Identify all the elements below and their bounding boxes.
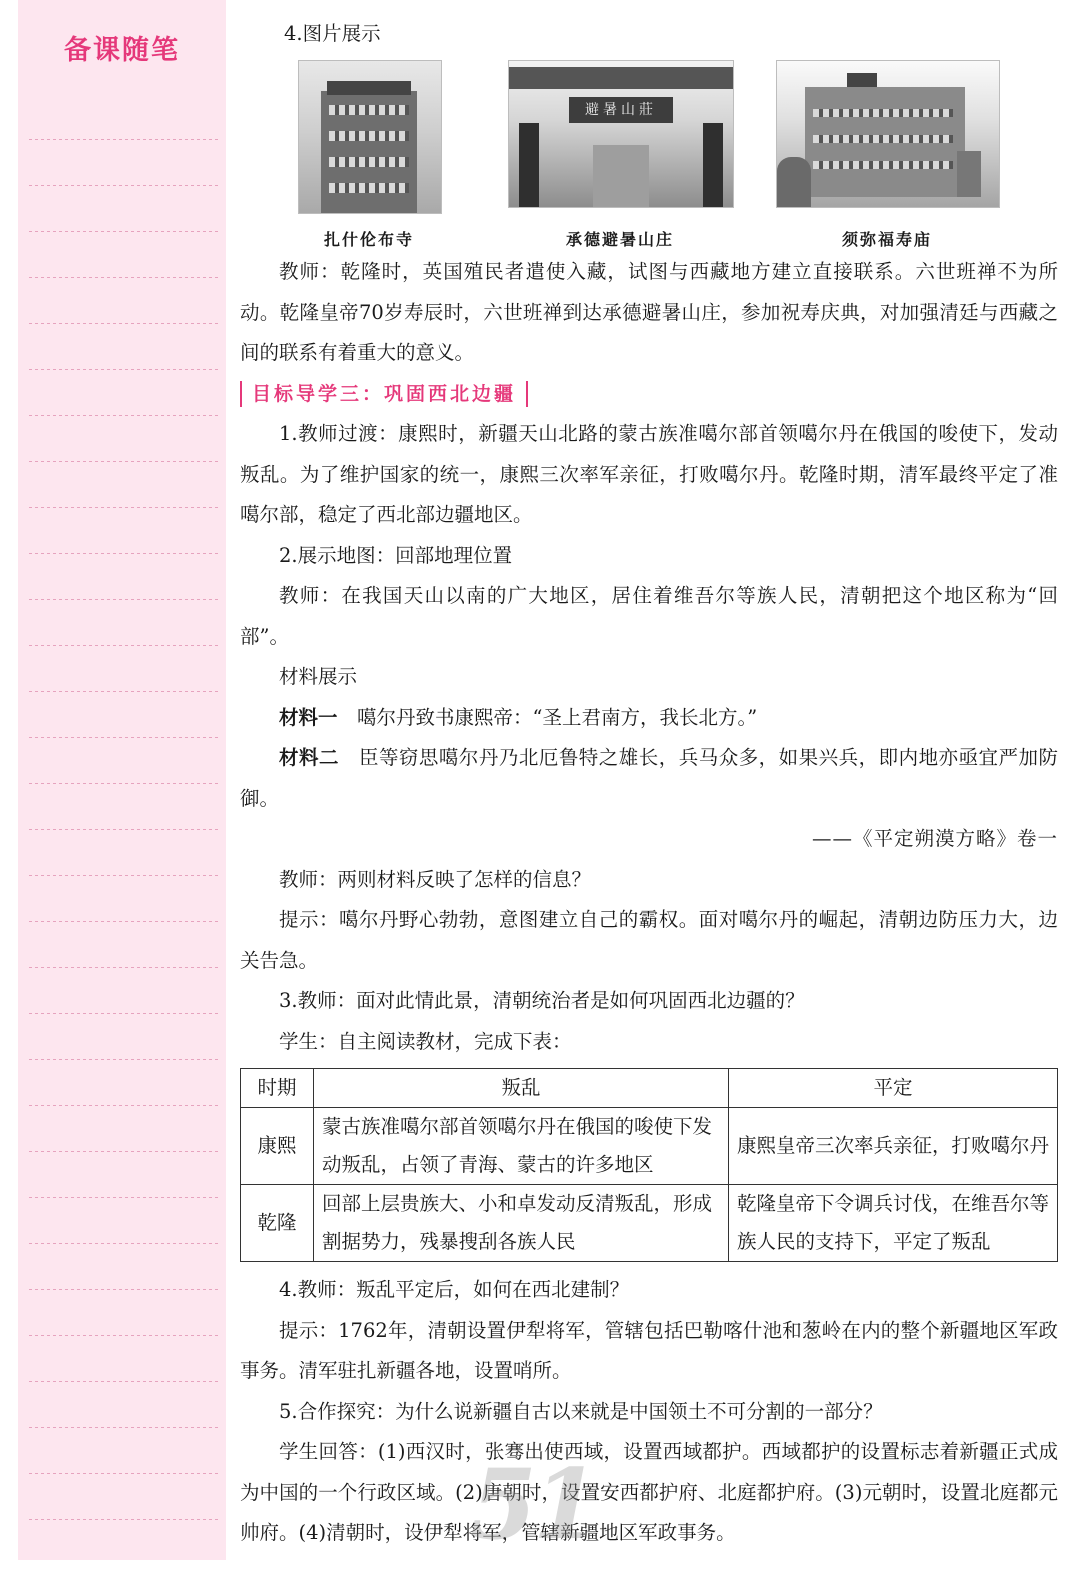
figure-row bbox=[240, 60, 1058, 249]
caption-xumifushou: 须弥福寿庙 bbox=[841, 230, 932, 249]
sidebar-ruled-lines bbox=[26, 94, 218, 1560]
photo-xumifushou bbox=[776, 60, 1000, 208]
lesson-text bbox=[240, 252, 1058, 1554]
section-heading bbox=[240, 374, 1058, 415]
table-header: 叛乱 bbox=[314, 1069, 729, 1108]
table-header: 平定 bbox=[729, 1069, 1058, 1108]
photo-tashilhunpo bbox=[298, 60, 442, 214]
table-row bbox=[241, 1108, 1058, 1185]
caption-tashilhunpo: 扎什伦布寺 bbox=[323, 230, 414, 249]
paragraph-transition: 1.教师过渡：康熙时，新疆天山北路的蒙古族准噶尔部首领噶尔丹在俄国的唆使下，发动叛乱。为了维护国家的统一，康熙三次率军亲征，打败噶尔丹。乾隆时期，清军最终平定了准噶尔部，稳定了西北部边疆地区。 bbox=[240, 422, 1058, 526]
paragraph-hint-one: 提示：噶尔丹野心勃勃，意图建立自己的霸权。面对噶尔丹的崛起，清朝边防压力大，边关告急。 bbox=[240, 908, 1058, 972]
rebellion-table bbox=[240, 1068, 1058, 1262]
table-row bbox=[241, 1185, 1058, 1262]
figure-xumifushou bbox=[776, 60, 1000, 208]
photo-chengde bbox=[508, 60, 734, 208]
material-one-label: 材料一 bbox=[279, 705, 338, 729]
page-number: 51 bbox=[470, 1448, 596, 1561]
material-one-text: 噶尔丹致书康熙帝：“圣上君南方，我长北方。” bbox=[357, 705, 758, 729]
table-header-row bbox=[241, 1069, 1058, 1108]
material-two-text: 臣等窃思噶尔丹乃北厄鲁特之雄长，兵马众多，如果兴兵，即内地亦亟宜严加防御。 bbox=[240, 746, 1058, 810]
caption-chengde: 承德避暑山庄 bbox=[565, 230, 674, 249]
paragraph-question: 教师：两则材料反映了怎样的信息？ bbox=[279, 867, 592, 891]
table-cell: 康熙 bbox=[241, 1108, 314, 1185]
paragraph-materials-intro: 材料展示 bbox=[279, 665, 358, 688]
paragraph-student-task: 学生：自主阅读教材，完成下表： bbox=[279, 1029, 572, 1053]
paragraph-student-answer: 学生回答：(1)西汉时，张骞出使西域，设置西域都护。西域都护的设置标志着新疆正式成为中国的一个行政区域。(2)唐朝时，设置安西都护府、北庭都护府。(3)元朝时，设置北庭都元帅府。(4)清朝时，设伊犁将军，管辖新疆地区军政事务。 bbox=[240, 1440, 1058, 1544]
material-two-label: 材料二 bbox=[279, 746, 339, 769]
table-cell: 蒙古族准噶尔部首领噶尔丹在俄国的唆使下发动叛乱，占领了青海、蒙古的许多地区 bbox=[314, 1108, 729, 1185]
table-cell: 乾隆 bbox=[241, 1185, 314, 1262]
figure-tashilhunpo bbox=[298, 60, 442, 214]
paragraph-teacher-panchen: 教师：乾隆时，英国殖民者遣使入藏，试图与西藏地方建立直接联系。六世班禅不为所动。乾隆皇帝70岁寿辰时，六世班禅到达承德避暑山庄，参加祝寿庆典，对加强清廷与西藏之间的联系有着重大的意义。 bbox=[240, 260, 1058, 364]
figure-chengde bbox=[508, 60, 734, 208]
table-cell: 乾隆皇帝下令调兵讨伐，在维吾尔等族人民的支持下，平定了叛乱 bbox=[729, 1185, 1058, 1262]
gate-plaque-text: 避暑山莊 bbox=[585, 102, 657, 118]
paragraph-step-four: 4.教师：叛乱平定后，如何在西北建制？ bbox=[279, 1278, 630, 1301]
figures-heading: 4.图片展示 bbox=[284, 22, 381, 45]
table-cell: 康熙皇帝三次率兵亲征，打败噶尔丹 bbox=[729, 1108, 1058, 1185]
paragraph-huibu: 教师：在我国天山以南的广大地区，居住着维吾尔等族人民，清朝把这个地区称为“回部”。 bbox=[240, 584, 1058, 648]
table-header: 时期 bbox=[241, 1069, 314, 1108]
material-two bbox=[240, 738, 1058, 819]
paragraph-step-three: 3.教师：面对此情此景，清朝统治者是如何巩固西北边疆的？ bbox=[279, 989, 805, 1012]
notes-sidebar bbox=[18, 0, 226, 1560]
section-tag: 目标导学三：巩固西北边疆 bbox=[240, 381, 528, 407]
paragraph-map: 2.展示地图：回部地理位置 bbox=[279, 543, 513, 567]
material-two-source: ——《平定朔漠方略》卷一 bbox=[811, 827, 1058, 850]
paragraph-step-five: 5.合作探究：为什么说新疆自古以来就是中国领土不可分割的一部分？ bbox=[279, 1399, 883, 1423]
paragraph-hint-two: 提示：1762年，清朝设置伊犁将军，管辖包括巴勒喀什池和葱岭在内的整个新疆地区军政事务。清军驻扎新疆各地，设置哨所。 bbox=[240, 1318, 1058, 1382]
material-one bbox=[240, 698, 1058, 739]
table-cell: 回部上层贵族大、小和卓发动反清叛乱，形成割据势力，残暴搜刮各族人民 bbox=[314, 1185, 729, 1262]
sidebar-title: 备课随笔 bbox=[64, 35, 180, 66]
